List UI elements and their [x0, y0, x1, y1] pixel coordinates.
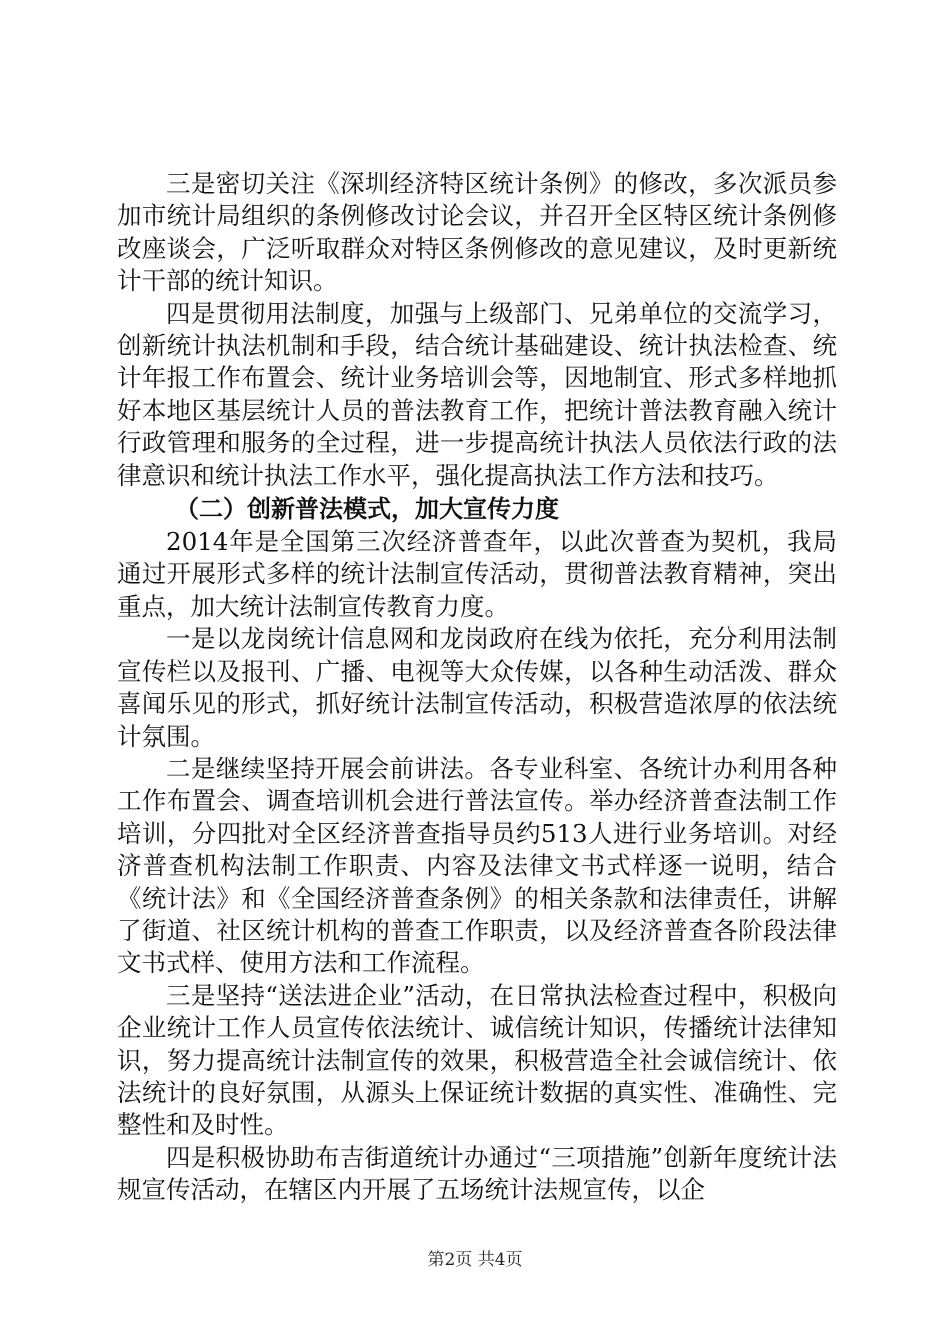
page-footer: 第2页 共4页: [427, 1250, 523, 1270]
document-body: [117, 168, 837, 1207]
paragraph-4: 一是以龙岗统计信息网和龙岗政府在线为依托，充分利用法制宣传栏以及报刊、广播、电视等大众传媒，以各种生动活泼、群众喜闻乐见的形式，抓好统计法制宣传活动，积极营造浓厚的依法统计氛围。: [117, 624, 837, 751]
paragraph-1: 三是密切关注《深圳经济特区统计条例》的修改，多次派员参加市统计局组织的条例修改讨论会议，并召开全区特区统计条例修改座谈会，广泛听取群众对特区条例修改的意见建议，及时更新统计干部的统计知识。: [117, 169, 837, 296]
paragraph-2: 四是贯彻用法制度，加强与上级部门、兄弟单位的交流学习，创新统计执法机制和手段，结合统计基础建设、统计执法检查、统计年报工作布置会、统计业务培训会等，因地制宜、形式多样地抓好本地区基层统计人员的普法教育工作，把统计普法教育融入统计行政管理和服务的全过程，进一步提高统计执法人员依法行政的法律意识和统计执法工作水平，强化提高执法工作方法和技巧。: [117, 298, 837, 490]
paragraph-3: 2014年是全国第三次经济普查年，以此次普查为契机，我局通过开展形式多样的统计法制宣传活动，贯彻普法教育精神，突出重点，加大统计法制宣传教育力度。: [117, 527, 837, 621]
section-heading: （二）创新普法模式，加大宣传力度: [175, 495, 559, 524]
paragraph-5: 二是继续坚持开展会前讲法。各专业科室、各统计办利用各种工作布置会、调查培训机会进行普法宣传。举办经济普查法制工作培训，分四批对全区经济普查指导员约513人进行业务培训。对经济普查机构法制工作职责、内容及法律文书式样逐一说明，结合《统计法》和《全国经济普查条例》的相关条款和法律责任，讲解了街道、社区统计机构的普查工作职责，以及经济普查各阶段法律文书式样、使用方法和工作流程。: [117, 753, 837, 978]
paragraph-7: 四是积极协助布吉街道统计办通过“三项措施”创新年度统计法规宣传活动，在辖区内开展了五场统计法规宣传，以企: [117, 1142, 837, 1205]
paragraph-6: 三是坚持“送法进企业”活动，在日常执法检查过程中，积极向企业统计工作人员宣传依法统计、诚信统计知识，传播统计法律知识，努力提高统计法制宣传的效果，积极营造全社会诚信统计、依法统计的良好氛围，从源头上保证统计数据的真实性、准确性、完整性和及时性。: [117, 980, 837, 1140]
